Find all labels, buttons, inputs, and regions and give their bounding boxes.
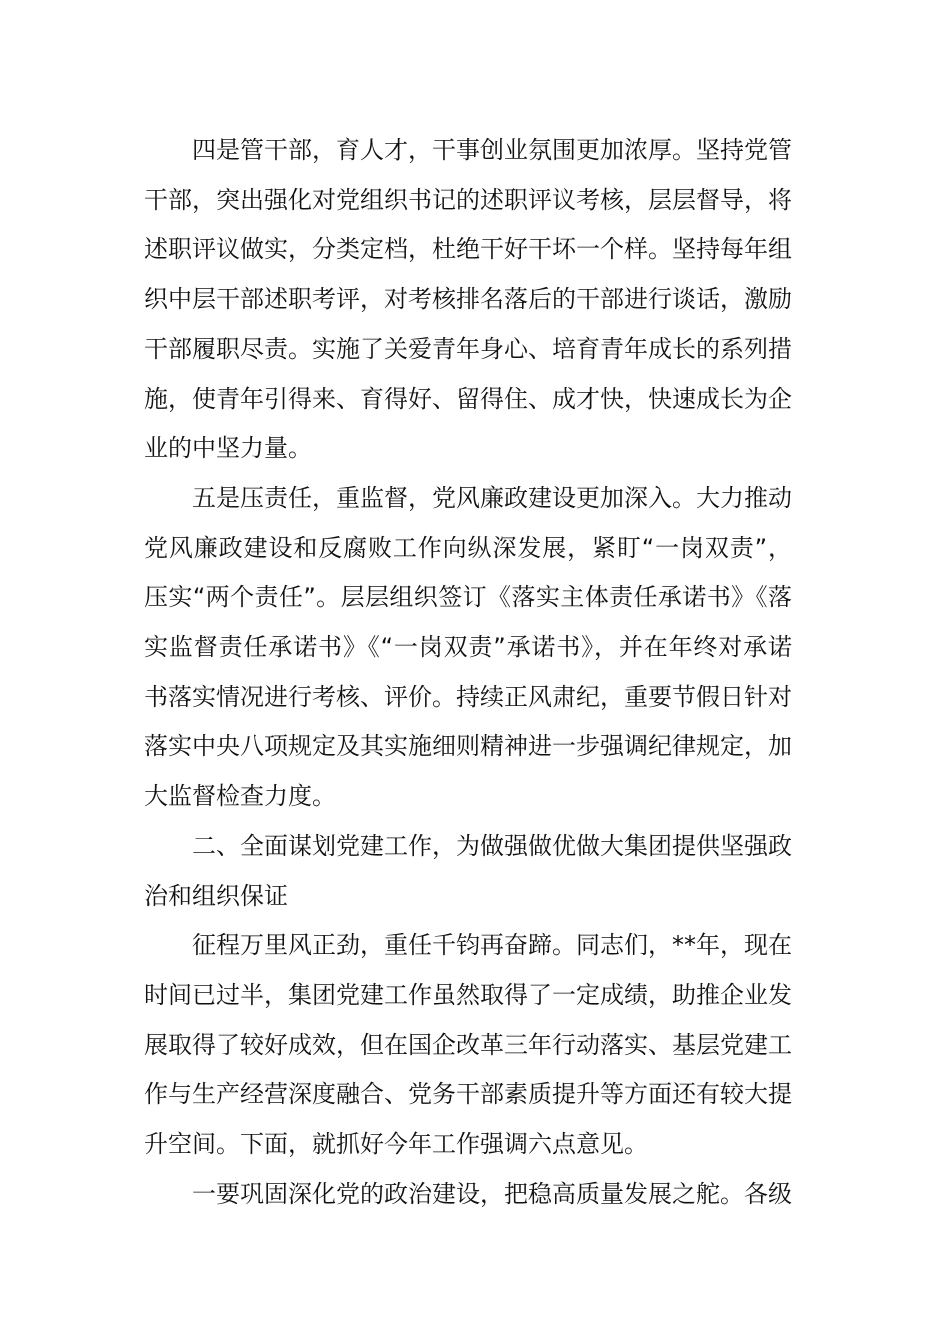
- paragraph-responsibility-supervision: 五是压责任，重监督，党风廉政建设更加深入。大力推动党风廉政建设和反腐败工作向纵深发展，紧盯“一岗双责”，压实“两个责任”。层层组织签订《落实主体责任承诺书》《落实监督责任承诺书》《“一岗双责”承诺书》，并在年终对承诺书落实情况进行考核、评价。持续正风肃纪，重要节假日针对落实中央八项规定及其实施细则精神进一步强调纪律规定，加大监督检查力度。: [144, 483, 792, 811]
- paragraph-political-construction: 一要巩固深化党的政治建设，把稳高质量发展之舵。各级: [192, 1179, 792, 1208]
- paragraph-journey-outlook: 征程万里风正劲，重任千钧再奋蹄。同志们，**年，现在时间已过半，集团党建工作虽然取得了一定成绩，助推企业发展取得了较好成效，但在国企改革三年行动落实、基层党建工作与生产经营深度融合、党务干部素质提升等方面还有较大提升空间。下面，就抓好今年工作强调六点意见。: [144, 931, 792, 1159]
- section-heading-party-building-plan: 二、全面谋划党建工作，为做强做优做大集团提供坚强政治和组织保证: [144, 831, 792, 910]
- paragraph-cadres-talent: 四是管干部，育人才，干事创业氛围更加浓厚。坚持党管干部，突出强化对党组织书记的述职评议考核，层层督导，将述职评议做实，分类定档，杜绝干好干坏一个样。坚持每年组织中层干部述职考评，对考核排名落后的干部进行谈话，激励干部履职尽责。实施了关爱青年身心、培育青年成长的系列措施，使青年引得来、育得好、留得住、成才快，快速成长为企业的中坚力量。: [144, 136, 792, 463]
- document-body: [144, 126, 792, 1219]
